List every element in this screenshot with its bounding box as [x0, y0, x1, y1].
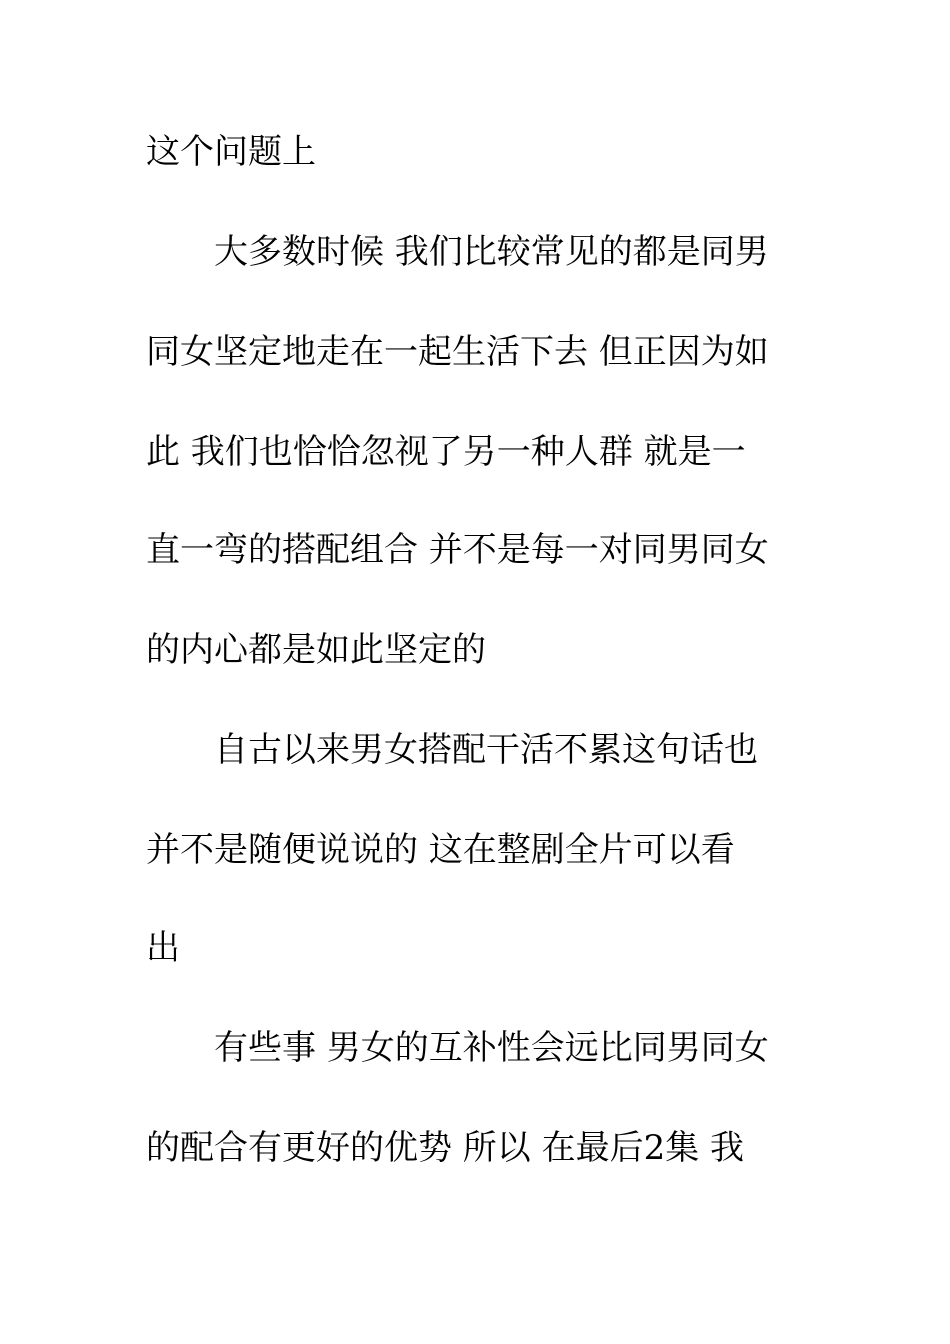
- text-line: 的内心都是如此坚定的: [146, 630, 486, 670]
- text-line: 直一弯的搭配组合 并不是每一对同男同女: [146, 530, 769, 570]
- text-line: 自古以来男女搭配干活不累这句话也: [214, 730, 758, 770]
- text-line: 有些事 男女的互补性会远比同男同女: [214, 1028, 769, 1068]
- text-line: 这个问题上: [146, 132, 316, 172]
- text-line: 并不是随便说说的 这在整剧全片可以看: [146, 830, 735, 870]
- text-line: 同女坚定地走在一起生活下去 但正因为如: [146, 332, 769, 372]
- text-line: 的配合有更好的优势 所以 在最后2集 我: [146, 1128, 745, 1168]
- text-line: 出: [146, 928, 180, 968]
- text-line: 大多数时候 我们比较常见的都是同男: [214, 232, 769, 272]
- text-line: 此 我们也恰恰忽视了另一种人群 就是一: [146, 432, 746, 472]
